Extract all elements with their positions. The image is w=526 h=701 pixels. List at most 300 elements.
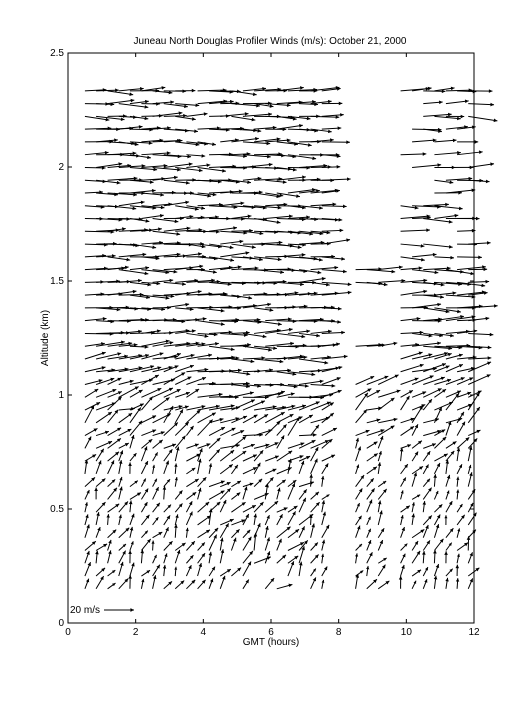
wind-arrow xyxy=(322,500,326,512)
wind-arrow xyxy=(366,566,369,576)
wind-arrow xyxy=(108,114,127,118)
wind-arrow xyxy=(434,214,458,219)
wind-arrow xyxy=(311,492,319,500)
wind-arrow xyxy=(164,282,186,286)
wind-arrow xyxy=(128,550,132,563)
wind-arrow xyxy=(468,503,473,512)
wind-arrow xyxy=(85,292,104,296)
wind-arrow xyxy=(412,551,420,563)
wind-arrow xyxy=(400,448,404,461)
wind-arrow xyxy=(231,465,237,474)
wind-arrow xyxy=(311,555,319,564)
wind-arrow xyxy=(311,138,334,142)
wind-arrow xyxy=(164,461,169,474)
wind-arrow xyxy=(108,378,122,385)
reference-arrow-group xyxy=(70,605,134,616)
wind-arrow xyxy=(378,462,382,474)
wind-arrow xyxy=(446,475,450,487)
wind-arrow xyxy=(231,538,236,551)
wind-arrow xyxy=(468,472,472,486)
wind-arrow xyxy=(412,472,417,486)
wind-arrow xyxy=(198,308,225,313)
wind-arrow xyxy=(356,465,360,474)
wind-arrow xyxy=(153,202,173,206)
wind-arrow xyxy=(433,474,437,486)
wind-arrow xyxy=(322,580,325,589)
wind-arrow xyxy=(141,388,161,397)
wind-arrow xyxy=(108,530,117,538)
wind-arrow xyxy=(108,550,112,563)
wind-arrow xyxy=(85,317,107,321)
wind-arrow xyxy=(209,502,220,512)
wind-arrow xyxy=(468,513,476,525)
wind-arrow xyxy=(457,504,462,512)
wind-arrow xyxy=(153,431,165,435)
wind-arrow xyxy=(175,543,185,551)
wind-arrow xyxy=(423,465,428,474)
wind-arrow xyxy=(468,391,481,398)
wind-arrow xyxy=(153,517,159,525)
wind-arrow xyxy=(423,295,444,299)
wind-arrow xyxy=(130,180,154,184)
wind-arrow xyxy=(457,255,482,259)
wind-arrow xyxy=(299,526,305,537)
wind-arrow xyxy=(243,217,267,221)
wind-arrow xyxy=(322,566,327,576)
wind-arrow xyxy=(356,503,360,512)
wind-arrow xyxy=(299,562,303,576)
wind-arrow xyxy=(356,409,367,422)
wind-arrow xyxy=(277,514,283,525)
wind-arrow xyxy=(401,554,406,564)
wind-arrow xyxy=(322,355,348,359)
wind-arrow xyxy=(153,575,157,589)
wind-arrow xyxy=(108,99,135,104)
wind-arrow xyxy=(128,462,132,473)
wind-arrow xyxy=(220,519,233,525)
wind-arrow xyxy=(288,561,294,576)
wind-arrow xyxy=(85,151,109,155)
wind-arrow xyxy=(141,397,152,410)
wind-arrow xyxy=(401,544,408,551)
wind-arrow xyxy=(445,578,448,589)
wind-arrow xyxy=(423,488,431,500)
wind-arrow xyxy=(434,180,453,184)
wind-arrow xyxy=(141,375,158,385)
wind-arrow xyxy=(311,569,316,576)
wind-arrow xyxy=(446,490,449,499)
wind-arrow xyxy=(129,500,133,512)
wind-arrow xyxy=(378,501,382,513)
wind-arrow xyxy=(265,469,276,474)
wind-arrow xyxy=(243,530,250,538)
wind-arrow xyxy=(130,365,154,372)
wind-arrow xyxy=(434,151,460,155)
wind-arrow xyxy=(457,515,465,525)
wind-arrow xyxy=(108,570,116,576)
wind-arrow xyxy=(85,502,88,512)
wind-arrow xyxy=(433,550,437,563)
wind-arrow xyxy=(457,543,468,551)
wind-arrow xyxy=(209,528,218,538)
wind-arrow xyxy=(401,396,410,410)
wind-arrow xyxy=(356,438,359,448)
wind-arrow xyxy=(153,452,158,461)
wind-arrow xyxy=(265,501,278,512)
x-tick-label: 10 xyxy=(400,627,412,638)
wind-arrow xyxy=(277,435,284,448)
wind-arrow xyxy=(119,515,122,525)
wind-arrow xyxy=(119,413,132,423)
wind-arrow xyxy=(265,515,269,525)
wind-arrow xyxy=(96,527,101,538)
wind-arrow xyxy=(356,393,368,410)
wind-arrow xyxy=(141,539,150,551)
wind-arrow xyxy=(299,481,314,486)
wind-arrow xyxy=(446,569,453,576)
wind-arrow xyxy=(175,447,179,461)
wind-arrow xyxy=(412,502,415,512)
wind-arrow xyxy=(231,430,244,435)
wind-arrow xyxy=(141,164,167,168)
wind-arrow xyxy=(468,552,473,563)
wind-arrow xyxy=(96,568,105,576)
wind-arrow xyxy=(85,88,106,92)
wind-arrow xyxy=(220,417,239,423)
wind-arrow xyxy=(186,410,200,423)
wind-arrow xyxy=(153,100,174,104)
wind-arrow xyxy=(141,446,147,461)
wind-arrow xyxy=(153,479,157,487)
wind-arrow xyxy=(108,583,116,589)
wind-arrow xyxy=(356,571,364,577)
wind-arrow xyxy=(423,451,430,461)
wind-arrow xyxy=(322,229,343,233)
wind-arrow xyxy=(367,270,395,274)
wind-arrow xyxy=(198,459,202,474)
wind-arrow xyxy=(434,576,438,589)
wind-arrow xyxy=(468,438,477,448)
wind-arrow xyxy=(231,529,239,537)
wind-arrow xyxy=(277,424,287,435)
wind-arrow xyxy=(378,342,397,346)
wind-arrow xyxy=(378,265,402,269)
wind-arrow xyxy=(220,464,232,473)
wind-arrow xyxy=(96,502,105,512)
wind-arrow xyxy=(288,506,298,512)
wind-arrow xyxy=(401,290,428,295)
wind-arrow xyxy=(434,463,440,474)
wind-arrow xyxy=(130,421,142,436)
wind-arrow xyxy=(85,254,106,258)
wind-arrow xyxy=(378,481,386,487)
wind-arrow xyxy=(378,451,382,461)
wind-arrow xyxy=(299,498,306,512)
wind-arrow xyxy=(175,503,182,512)
wind-arrow xyxy=(401,444,411,448)
wind-arrow xyxy=(85,437,91,449)
wind-arrow xyxy=(209,257,234,262)
wind-arrow xyxy=(457,528,460,537)
wind-arrow xyxy=(401,352,423,359)
wind-arrow xyxy=(153,503,160,512)
wind-arrow xyxy=(434,256,454,260)
wind-arrow xyxy=(175,490,182,499)
wind-arrow xyxy=(141,102,159,106)
wind-arrow xyxy=(164,423,178,436)
wind-arrow xyxy=(209,579,213,589)
wind-arrow xyxy=(378,418,397,423)
wind-arrow xyxy=(130,155,151,159)
wind-arrow xyxy=(412,570,421,576)
wind-arrow xyxy=(96,431,109,436)
wind-arrow xyxy=(277,555,286,563)
wind-arrow xyxy=(401,228,430,232)
wind-arrow xyxy=(412,163,441,167)
wind-arrow xyxy=(231,493,240,500)
wind-arrow xyxy=(378,390,400,398)
wind-arrow xyxy=(231,391,253,397)
wind-arrow xyxy=(198,270,217,274)
wind-arrow xyxy=(265,412,284,423)
wind-arrow xyxy=(356,430,370,436)
wind-arrow xyxy=(423,219,452,224)
y-axis-label: Altitude (km) xyxy=(40,309,51,367)
wind-arrow xyxy=(198,530,210,538)
wind-arrow xyxy=(220,576,225,589)
wind-arrow xyxy=(85,389,98,397)
wind-arrow xyxy=(175,514,178,525)
wind-arrow xyxy=(412,452,418,462)
wind-arrow xyxy=(220,488,230,499)
wind-arrow xyxy=(265,578,274,589)
wind-arrow xyxy=(356,544,362,551)
wind-arrow xyxy=(423,430,441,436)
wind-arrow xyxy=(209,491,224,500)
wind-arrow xyxy=(254,523,260,538)
wind-arrow xyxy=(367,418,381,422)
wind-arrow xyxy=(446,295,475,299)
wind-arrow xyxy=(130,390,143,397)
wind-arrow xyxy=(322,113,344,117)
wind-arrow xyxy=(220,523,228,537)
wind-arrow xyxy=(367,478,374,486)
wind-arrow xyxy=(423,113,451,117)
wind-arrow xyxy=(367,529,371,538)
wind-arrow xyxy=(311,542,318,550)
wind-arrow xyxy=(434,491,438,500)
wind-arrow xyxy=(468,103,494,107)
wind-arrow xyxy=(434,389,446,397)
wind-arrow xyxy=(446,393,459,410)
wind-arrow xyxy=(311,524,315,538)
wind-arrow xyxy=(311,459,318,474)
wind-arrow xyxy=(164,217,184,221)
wind-arrow xyxy=(186,479,198,487)
wind-arrow xyxy=(457,448,461,461)
wind-arrow xyxy=(164,201,189,206)
wind-arrow xyxy=(119,477,123,487)
wind-arrow xyxy=(130,481,138,487)
wind-arrow xyxy=(153,397,170,410)
wind-arrow xyxy=(164,303,189,308)
wind-arrow xyxy=(434,514,440,525)
wind-arrow xyxy=(231,359,254,363)
wind-arrow xyxy=(401,331,424,335)
wind-arrow xyxy=(299,415,313,423)
wind-arrow xyxy=(164,180,190,184)
wind-arrow xyxy=(378,511,382,525)
wind-arrow xyxy=(119,104,149,109)
wind-arrow xyxy=(254,308,273,312)
wind-arrow xyxy=(141,151,170,155)
wind-arrow xyxy=(457,464,462,474)
wind-arrow xyxy=(254,429,272,435)
wind-arrow xyxy=(119,253,146,257)
wind-arrow xyxy=(412,270,438,275)
wind-arrow xyxy=(356,447,361,462)
wind-arrow xyxy=(457,150,483,154)
wind-arrow xyxy=(299,270,321,275)
wind-arrow xyxy=(231,481,241,487)
wind-arrow xyxy=(141,579,144,589)
wind-arrow xyxy=(299,401,320,410)
wind-arrow xyxy=(151,541,154,551)
wind-arrow xyxy=(468,356,491,360)
wind-arrow xyxy=(220,202,244,206)
wind-arrow xyxy=(423,516,432,525)
wind-arrow xyxy=(423,377,445,385)
wind-arrow xyxy=(108,397,122,410)
wind-arrow xyxy=(153,231,181,235)
wind-arrow xyxy=(186,528,189,538)
wind-arrow xyxy=(322,257,345,261)
wind-arrow xyxy=(322,366,342,372)
wind-arrow xyxy=(322,270,347,274)
wind-arrow xyxy=(446,100,469,104)
wind-arrow xyxy=(355,553,358,563)
wind-arrow xyxy=(85,514,89,525)
wind-arrow xyxy=(412,424,418,435)
wind-arrow xyxy=(119,87,144,91)
wind-arrow xyxy=(277,488,281,500)
wind-arrow xyxy=(401,426,414,435)
wind-arrow xyxy=(152,465,155,474)
wind-arrow xyxy=(356,516,362,525)
wind-arrow xyxy=(186,565,191,576)
wind-arrow xyxy=(231,116,255,121)
wind-arrow xyxy=(434,437,446,448)
wind-arrow xyxy=(141,502,147,512)
x-tick-label: 2 xyxy=(132,627,139,638)
wind-arrow xyxy=(85,551,90,563)
wind-arrow xyxy=(356,475,364,487)
wind-arrow xyxy=(175,206,198,211)
wind-arrow xyxy=(209,226,237,231)
wind-arrow xyxy=(130,527,133,538)
wind-arrow xyxy=(130,116,148,120)
wind-arrow xyxy=(220,240,243,244)
wind-arrow xyxy=(119,201,145,206)
wind-arrow xyxy=(220,538,224,551)
wind-arrow xyxy=(423,525,428,538)
wind-arrow xyxy=(243,514,249,525)
wind-arrow xyxy=(457,367,475,372)
reference-arrow xyxy=(104,608,134,612)
wind-arrow xyxy=(119,443,129,448)
wind-arrow xyxy=(422,551,426,563)
wind-arrow xyxy=(186,444,198,449)
wind-arrow xyxy=(231,295,252,299)
wind-arrow xyxy=(119,551,126,564)
wind-arrow xyxy=(456,578,459,589)
wind-arrow xyxy=(378,565,385,576)
wind-arrow xyxy=(311,417,330,423)
y-tick-label: 1.5 xyxy=(50,276,64,287)
wind-arrow xyxy=(401,506,410,512)
wind-arrow xyxy=(186,580,195,589)
wind-arrow xyxy=(423,100,442,104)
wind-arrow xyxy=(457,229,475,233)
wind-arrow xyxy=(254,479,262,487)
wind-arrow xyxy=(119,562,124,576)
wind-arrow xyxy=(254,556,271,563)
wind-arrow xyxy=(198,563,202,576)
wind-arrow xyxy=(254,502,263,512)
wind-arrow xyxy=(186,501,192,512)
wind-arrow xyxy=(412,529,424,537)
wind-arrow xyxy=(434,539,443,551)
wind-arrow xyxy=(468,162,494,167)
wind-arrow xyxy=(288,142,312,147)
wind-arrow xyxy=(95,551,99,564)
wind-arrow xyxy=(322,238,350,244)
wind-arrow xyxy=(108,257,131,262)
wind-arrow xyxy=(265,180,286,184)
wind-arrow xyxy=(356,526,361,538)
wind-arrow xyxy=(130,563,135,576)
wind-arrow xyxy=(198,443,211,448)
wind-arrow xyxy=(434,524,439,538)
wind-arrow xyxy=(378,558,386,563)
wind-arrow xyxy=(265,477,273,486)
wind-arrow xyxy=(94,487,98,499)
wind-arrow xyxy=(164,479,170,486)
wind-arrow xyxy=(130,167,157,171)
wind-arrow xyxy=(367,390,380,397)
wind-arrow xyxy=(446,451,454,461)
wind-arrow xyxy=(108,91,134,96)
wind-arrow xyxy=(130,244,156,249)
wind-arrow xyxy=(299,433,316,437)
wind-arrow xyxy=(299,277,325,282)
wind-arrow xyxy=(186,512,192,525)
wind-arrow xyxy=(174,463,177,473)
wind-arrow xyxy=(277,451,292,461)
wind-arrow xyxy=(164,373,185,385)
wind-arrow xyxy=(108,428,122,436)
wind-arrow xyxy=(231,436,246,448)
wind-arrow xyxy=(423,540,430,550)
wind-arrow xyxy=(254,219,280,224)
wind-arrow xyxy=(423,363,446,372)
wind-arrow xyxy=(119,429,132,436)
wind-arrow xyxy=(164,553,168,563)
wind-arrow xyxy=(130,453,137,461)
wind-arrow xyxy=(164,449,173,461)
wind-arrow xyxy=(322,390,342,397)
wind-arrow xyxy=(243,303,271,308)
